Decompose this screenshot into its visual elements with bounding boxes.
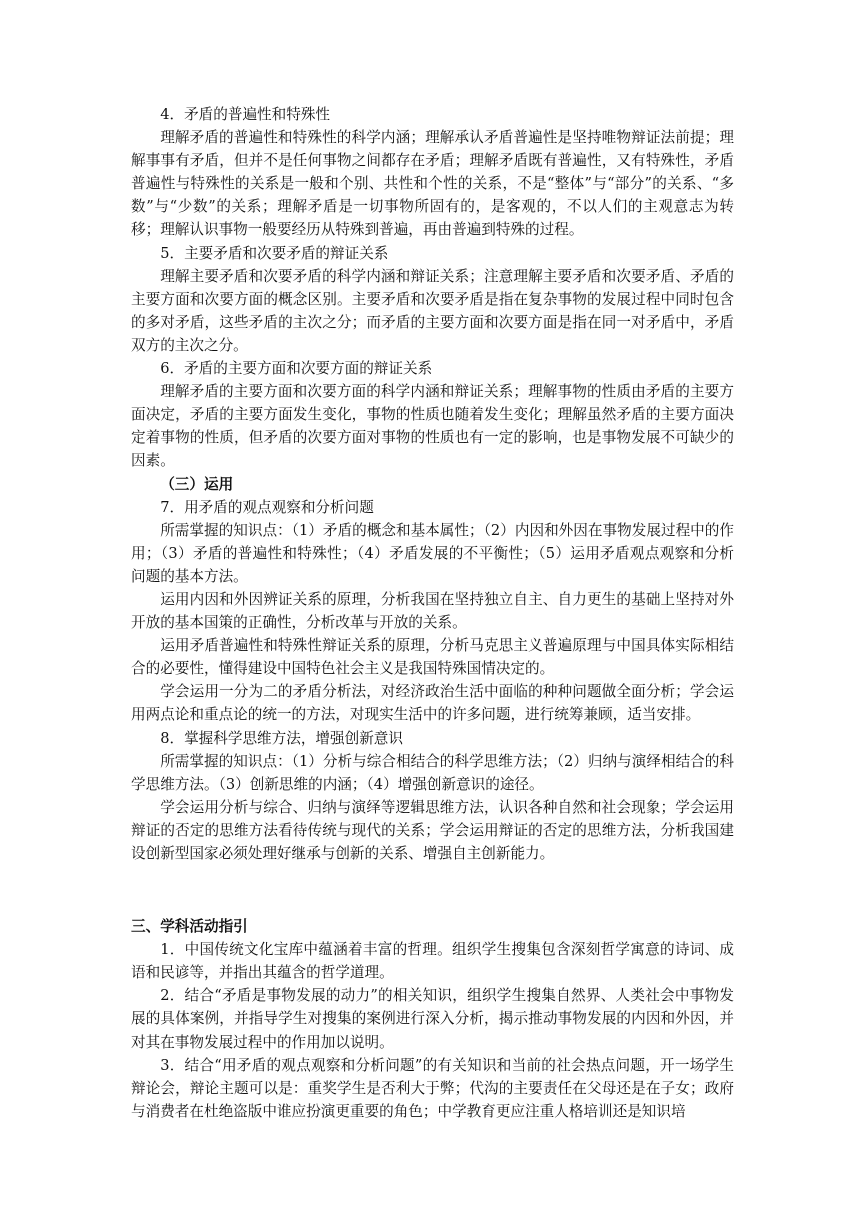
paragraph: 理解主要矛盾和次要矛盾的科学内涵和辩证关系；注意理解主要矛盾和次要矛盾、矛盾的主要方面和次要方面的概念区别。主要矛盾和次要矛盾是指在复杂事物的发展过程中同时包含的多对矛盾，这些矛盾的主次之分；而矛盾的主要方面和次要方面是指在同一对矛盾中，矛盾双方的主次之分。	[131, 267, 734, 354]
item-heading-5: 5．主要矛盾和次要矛盾的辩证关系	[160, 244, 389, 262]
document-body	[131, 103, 734, 1123]
item-heading-8: 8．掌握科学思维方法，增强创新意识	[160, 729, 403, 747]
paragraph: 3．结合“用矛盾的观点观察和分析问题”的有关知识和当前的社会热点问题，开一场学生辩论会，辩论主题可以是：重奖学生是否利大于弊；代沟的主要责任在父母还是在子女；政府与消费者在杜绝盗版中谁应扮演更重要的角色；中学教育更应注重人格培训还是知识培	[131, 1056, 734, 1120]
paragraph: 理解矛盾的主要方面和次要方面的科学内涵和辩证关系；理解事物的性质由矛盾的主要方面决定，矛盾的主要方面发生变化，事物的性质也随着发生变化；理解虽然矛盾的主要方面决定着事物的性质，但矛盾的次要方面对事物的性质也有一定的影响，也是事物发展不可缺少的因素。	[131, 383, 734, 470]
paragraph: 运用矛盾普遍性和特殊性辩证关系的原理，分析马克思主义普遍原理与中国具体实际相结合的必要性，懂得建设中国特色社会主义是我国特殊国情决定的。	[131, 637, 734, 678]
paragraph: 所需掌握的知识点：（1）分析与综合相结合的科学思维方法；（2）归纳与演绎相结合的科学思维方法。（3）创新思维的内涵；（4）增强创新意识的途径。	[131, 752, 734, 793]
paragraph: 学会运用分析与综合、归纳与演绎等逻辑思维方法，认识各种自然和社会现象；学会运用辩证的否定的思维方法看待传统与现代的关系；学会运用辩证的否定的思维方法，分析我国建设创新型国家必须处理好继承与创新的关系、增强自主创新能力。	[131, 798, 734, 862]
paragraph: 理解矛盾的普遍性和特殊性的科学内涵；理解承认矛盾普遍性是坚持唯物辩证法前提；理解事事有矛盾，但并不是任何事物之间都存在矛盾；理解矛盾既有普遍性，又有特殊性，矛盾普遍性与特殊性的关系是一般和个别、共性和个性的关系，不是“整体”与“部分”的关系、“多数”与“少数”的关系；理解矛盾是一切事物所固有的，是客观的，不以人们的主观意志为转移；理解认识事物一般要经历从特殊到普遍，再由普遍到特殊的过程。	[131, 129, 734, 239]
paragraph: 2．结合“矛盾是事物发展的动力”的相关知识，组织学生搜集自然界、人类社会中事物发展的具体案例，并指导学生对搜集的案例进行深入分析，揭示推动事物发展的内因和外因，并对其在事物发展过程中的作用加以说明。	[131, 987, 734, 1051]
paragraph: 学会运用一分为二的矛盾分析法，对经济政治生活中面临的种种问题做全面分析；学会运用两点论和重点论的统一的方法，对现实生活中的许多问题，进行统筹兼顾，适当安排。	[131, 683, 734, 724]
section-heading-application: （三）运用	[160, 475, 234, 493]
paragraph: 所需掌握的知识点：（1）矛盾的概念和基本属性；（2）内因和外因在事物发展过程中的作用；（3）矛盾的普遍性和特殊性；（4）矛盾发展的不平衡性；（5）运用矛盾观点观察和分析问题的基本方法。	[131, 521, 734, 585]
paragraph: 1．中国传统文化宝库中蕴涵着丰富的哲理。组织学生搜集包含深刻哲学寓意的诗词、成语和民谚等，并指出其蕴含的哲学道理。	[131, 941, 734, 982]
item-heading-4: 4．矛盾的普遍性和特殊性	[160, 106, 331, 123]
section-heading-activity-guide: 三、学科活动指引	[131, 918, 248, 936]
item-heading-6: 6．矛盾的主要方面和次要方面的辩证关系	[160, 360, 433, 378]
paragraph: 运用内因和外因辨证关系的原理，分析我国在坚持独立自主、自力更生的基础上坚持对外开放的基本国策的正确性，分析改革与开放的关系。	[131, 590, 734, 632]
item-heading-7: 7．用矛盾的观点观察和分析问题	[160, 498, 374, 516]
